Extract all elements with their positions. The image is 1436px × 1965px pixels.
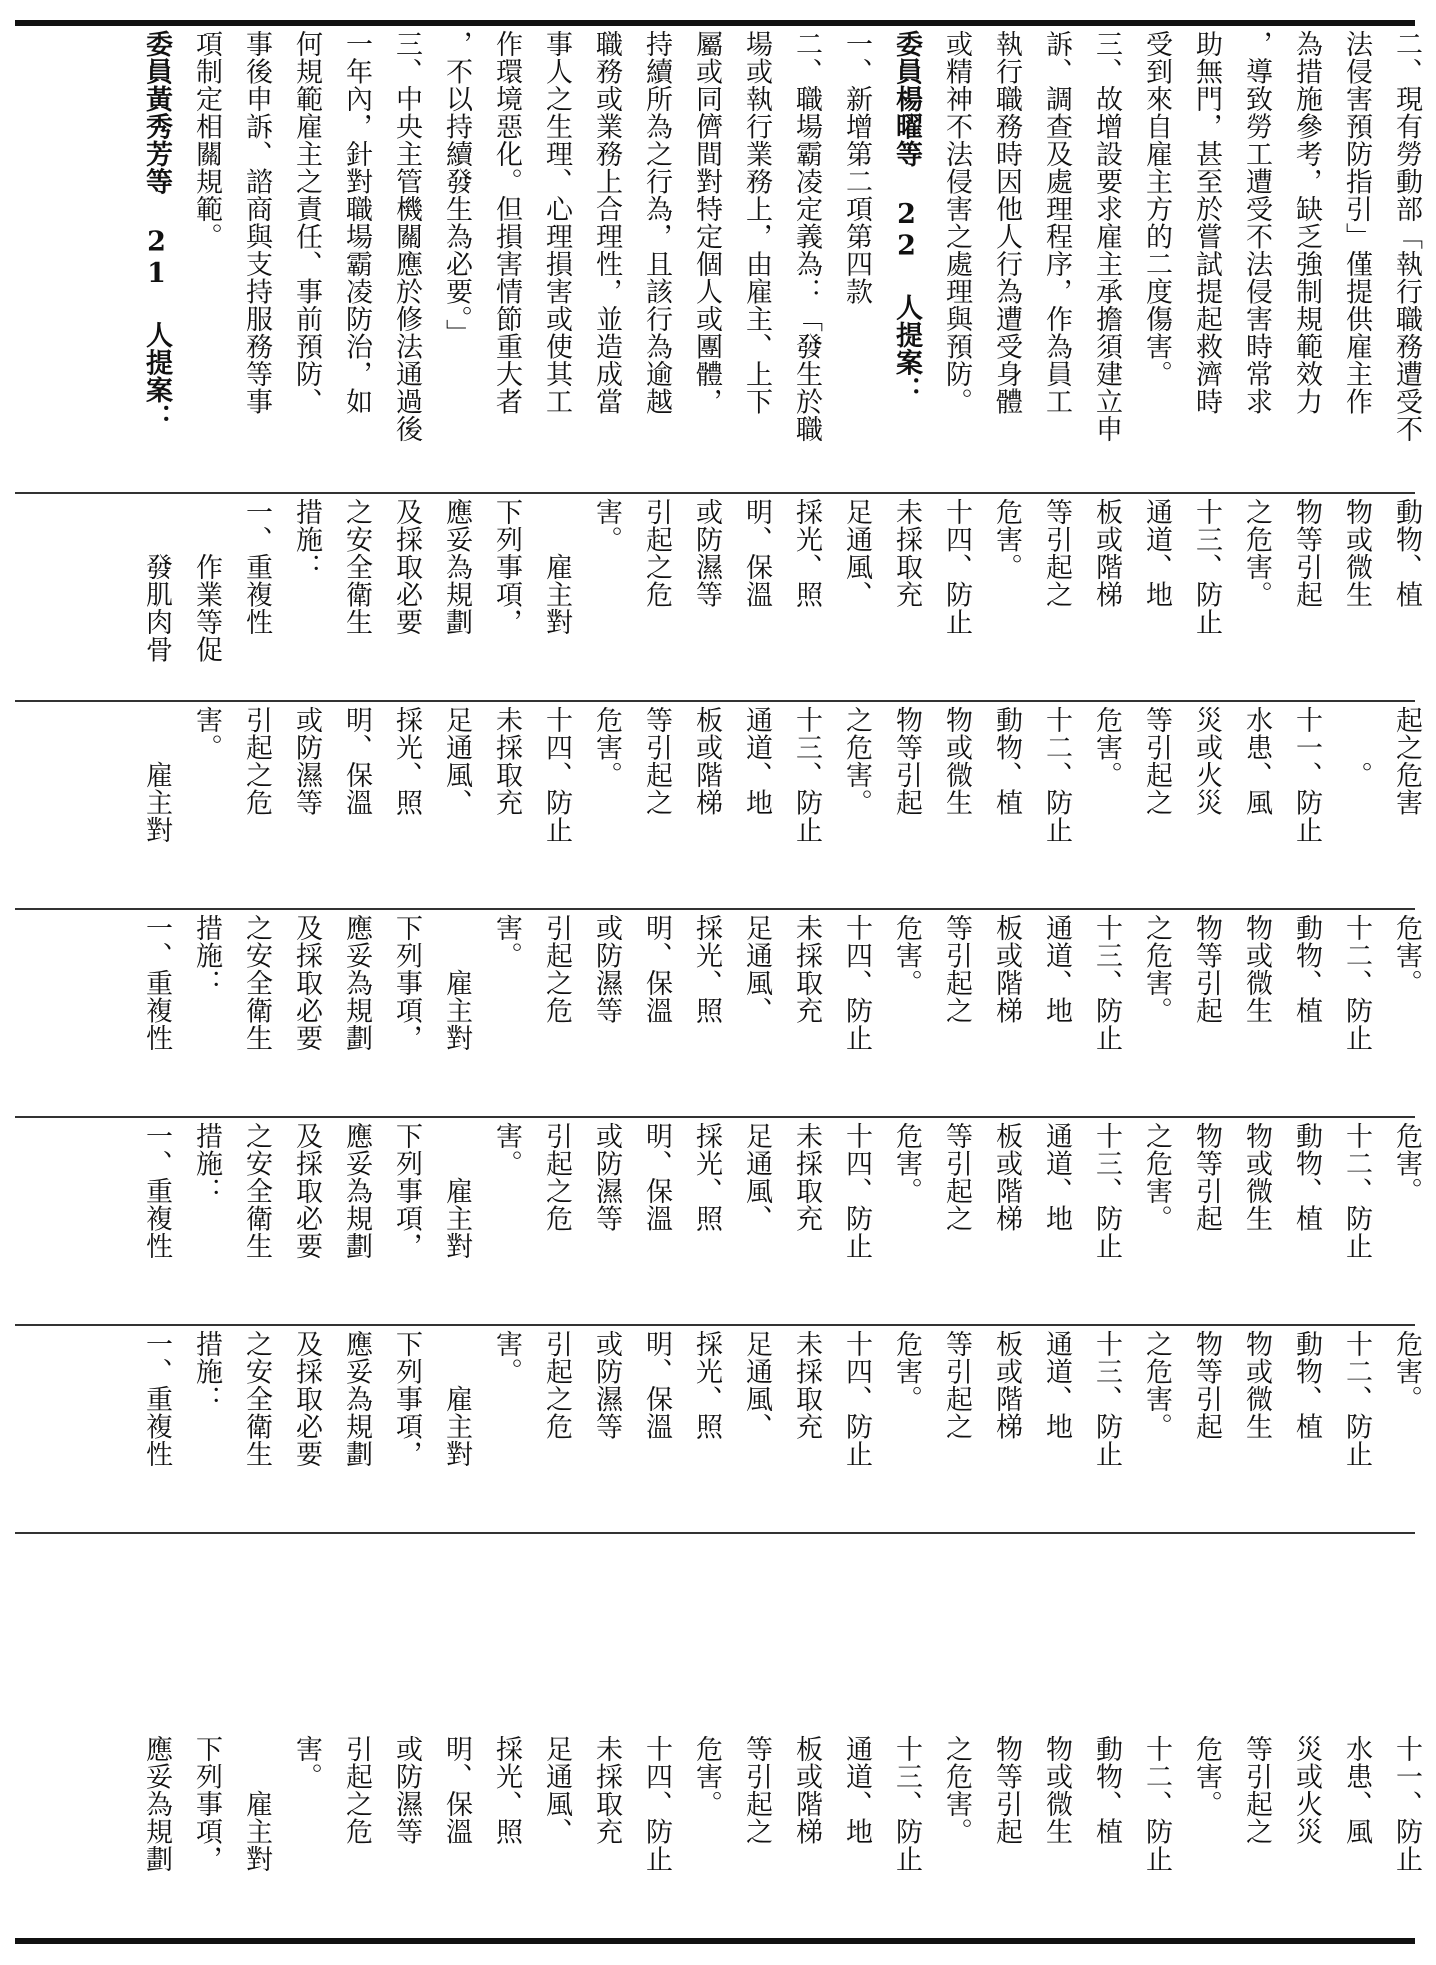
band-columns xyxy=(126,30,1426,490)
text-column: 一、重複性 xyxy=(141,1122,172,1260)
text-column: ，不以持續發生為必要。」 xyxy=(441,30,472,347)
text-column: 之安全衛生 xyxy=(241,914,272,1052)
text-column: 採光、照 xyxy=(791,498,822,608)
text-column: 水患、風 xyxy=(1341,1735,1372,1845)
text-column: 危害。 xyxy=(1391,1330,1422,1413)
text-column: 助無門，甚至於嘗試提起救濟時 xyxy=(1191,30,1222,415)
band-text-2 xyxy=(0,498,1436,698)
text-column: 害。 xyxy=(491,1330,522,1385)
text-column: 訴、調查及處理程序，作為員工 xyxy=(1041,30,1072,415)
text-column: 物或微生 xyxy=(1241,1330,1272,1440)
text-column: 法侵害預防指引」僅提供雇主作 xyxy=(1341,30,1372,415)
band-separator xyxy=(15,492,1415,494)
text-column: 通道、地 xyxy=(841,1735,872,1845)
band-columns xyxy=(126,706,1426,906)
text-column: 受到來自雇主方的二度傷害。 xyxy=(1141,30,1172,388)
text-column: 二、職場霸凌定義為：「發生於職 xyxy=(791,30,822,443)
text-column: 明、保溫 xyxy=(441,1735,472,1845)
text-column: 物等引起 xyxy=(1191,1330,1222,1440)
text-column: 採光、照 xyxy=(691,1122,722,1232)
text-column: 或精神不法侵害之處理與預防。 xyxy=(941,30,972,415)
band-text-3 xyxy=(0,706,1436,906)
proposal-heading: 委員楊曜等 22 人提案： xyxy=(891,30,922,404)
text-column: 明、保溫 xyxy=(341,706,372,816)
text-column: 物等引起 xyxy=(991,1735,1022,1845)
text-column: 十三、防止 xyxy=(1191,498,1222,636)
text-column: 屬或同儕間對特定個人或團體， xyxy=(691,30,722,415)
band-text-5 xyxy=(0,1122,1436,1322)
band-columns xyxy=(126,498,1426,698)
band-proposals xyxy=(0,30,1436,490)
text-column: 物或微生 xyxy=(1341,498,1372,608)
band-separator xyxy=(15,700,1415,702)
text-column: 災或火災 xyxy=(1191,706,1222,816)
text-column: 作環境惡化。但損害情節重大者 xyxy=(491,30,522,415)
text-column: 之安全衛生 xyxy=(241,1330,272,1468)
band-text-8 xyxy=(0,1735,1436,1935)
text-column: 等引起之 xyxy=(1141,706,1172,816)
text-column: 事人之生理、心理損害或使其工 xyxy=(541,30,572,415)
text-column: 一年內，針對職場霸凌防治，如 xyxy=(341,30,372,415)
text-column: 之危害。 xyxy=(1141,1330,1172,1440)
text-column: 危害。 xyxy=(591,706,622,789)
text-column: 明、保溫 xyxy=(641,914,672,1024)
text-column: 一、重複性 xyxy=(241,498,272,636)
text-column: 引起之危 xyxy=(541,1330,572,1440)
text-column: 危害。 xyxy=(991,498,1022,581)
text-column: 下列事項， xyxy=(191,1735,222,1873)
text-column: 採光、照 xyxy=(391,706,422,816)
text-column: 之危害。 xyxy=(1141,1122,1172,1232)
text-column: 引起之危 xyxy=(541,914,572,1024)
text-column: 等引起之 xyxy=(941,1330,972,1440)
text-column: 動物、植 xyxy=(1091,1735,1122,1845)
text-column: 採光、照 xyxy=(491,1735,522,1845)
text-column: 害。 xyxy=(491,914,522,969)
text-column: 水患、風 xyxy=(1241,706,1272,816)
text-column: 十二、防止 xyxy=(1341,1330,1372,1468)
text-column: ，導致勞工遭受不法侵害時常求 xyxy=(1241,30,1272,415)
text-column: 十四、防止 xyxy=(841,914,872,1052)
text-column: 通道、地 xyxy=(1141,498,1172,608)
text-column: 害。 xyxy=(291,1735,322,1790)
text-column: 等引起之 xyxy=(1241,1735,1272,1845)
text-column: 措施： xyxy=(191,1330,222,1413)
text-column: 及採取必要 xyxy=(391,498,422,636)
text-column: 十三、防止 xyxy=(1091,914,1122,1052)
band-columns xyxy=(126,1122,1426,1322)
text-column: 或防濕等 xyxy=(391,1735,422,1845)
text-column: 及採取必要 xyxy=(291,1122,322,1260)
text-column: 危害。 xyxy=(1091,706,1122,789)
band-separator xyxy=(15,1116,1415,1118)
text-column: 應妥為規劃 xyxy=(341,914,372,1052)
text-column: 三、中央主管機關應於修法通過後 xyxy=(391,30,422,443)
text-column: 。 xyxy=(1341,706,1372,789)
text-column: 場或執行業務上，由雇主、上下 xyxy=(741,30,772,415)
text-column: 或防濕等 xyxy=(591,1122,622,1232)
text-column: 明、保溫 xyxy=(641,1330,672,1440)
text-column: 或防濕等 xyxy=(591,1330,622,1440)
text-column: 下列事項， xyxy=(491,498,522,636)
text-column: 足通風、 xyxy=(541,1735,572,1845)
text-column: 十三、防止 xyxy=(891,1735,922,1873)
band-separator xyxy=(15,908,1415,910)
text-column: 雇主對 xyxy=(441,1330,472,1468)
text-column: 發肌肉骨 xyxy=(141,498,172,663)
text-column: 板或階梯 xyxy=(991,914,1022,1024)
text-column: 十二、防止 xyxy=(1141,1735,1172,1873)
text-column: 十四、防止 xyxy=(941,498,972,636)
text-column: 足通風、 xyxy=(741,914,772,1024)
text-column: 下列事項， xyxy=(391,1122,422,1260)
band-columns xyxy=(126,914,1426,1114)
text-column: 未採取充 xyxy=(591,1735,622,1845)
text-column: 危害。 xyxy=(691,1735,722,1818)
text-column: 十二、防止 xyxy=(1341,914,1372,1052)
text-column: 板或階梯 xyxy=(1091,498,1122,608)
text-column: 應妥為規劃 xyxy=(341,1330,372,1468)
text-column: 十二、防止 xyxy=(1341,1122,1372,1260)
text-column: 作業等促 xyxy=(191,498,222,663)
text-column: 事後申訴、諮商與支持服務等事 xyxy=(241,30,272,415)
text-column: 等引起之 xyxy=(1041,498,1072,608)
text-column: 通道、地 xyxy=(1041,914,1072,1024)
text-column: 十三、防止 xyxy=(791,706,822,844)
text-column: 十四、防止 xyxy=(541,706,572,844)
text-column: 或防濕等 xyxy=(591,914,622,1024)
text-column: 板或階梯 xyxy=(691,706,722,816)
text-column: 之危害。 xyxy=(1241,498,1272,608)
text-column: 二、現有勞動部「執行職務遭受不 xyxy=(1391,30,1422,443)
text-column: 動物、植 xyxy=(1291,1122,1322,1232)
text-column: 或防濕等 xyxy=(691,498,722,608)
text-column: 之安全衛生 xyxy=(341,498,372,636)
band-columns xyxy=(126,1735,1426,1935)
text-column: 物等引起 xyxy=(1291,498,1322,608)
text-column: 動物、植 xyxy=(991,706,1022,816)
text-column: 雇主對 xyxy=(441,1122,472,1260)
text-column: 明、保溫 xyxy=(641,1122,672,1232)
band-empty xyxy=(0,1538,1436,1730)
text-column: 害。 xyxy=(591,498,622,553)
text-column: 災或火災 xyxy=(1291,1735,1322,1845)
text-column: 應妥為規劃 xyxy=(441,498,472,636)
text-column: 三、故增設要求雇主承擔須建立申 xyxy=(1091,30,1122,443)
text-column: 足通風、 xyxy=(441,706,472,816)
text-column: 物或微生 xyxy=(1041,1735,1072,1845)
text-column: 之危害。 xyxy=(941,1735,972,1845)
text-column: 未採取充 xyxy=(891,498,922,608)
text-column: 之危害。 xyxy=(1141,914,1172,1024)
text-column: 危害。 xyxy=(891,1122,922,1205)
text-column: 未採取充 xyxy=(491,706,522,816)
text-column: 板或階梯 xyxy=(791,1735,822,1845)
text-column: 一、新增第二項第四款 xyxy=(841,30,872,305)
text-column: 足通風、 xyxy=(741,1330,772,1440)
text-column: 雇主對 xyxy=(241,1735,272,1873)
top-border-rule xyxy=(15,20,1415,26)
text-column: 等引起之 xyxy=(641,706,672,816)
text-column: 措施： xyxy=(291,498,322,581)
text-column: 引起之危 xyxy=(341,1735,372,1845)
text-column: 職務或業務上合理性，並造成當 xyxy=(591,30,622,415)
text-column: 物等引起 xyxy=(891,706,922,816)
text-column: 十三、防止 xyxy=(1091,1330,1122,1468)
text-column: 等引起之 xyxy=(941,1122,972,1232)
text-column: 之危害。 xyxy=(841,706,872,816)
text-column: 下列事項， xyxy=(391,1330,422,1468)
text-column: 雇主對 xyxy=(541,498,572,636)
text-column: 危害。 xyxy=(1391,1122,1422,1205)
text-column: 等引起之 xyxy=(741,1735,772,1845)
band-columns xyxy=(126,1330,1426,1530)
band-text-6 xyxy=(0,1330,1436,1530)
text-column: 明、保溫 xyxy=(741,498,772,608)
text-column: 十四、防止 xyxy=(641,1735,672,1873)
text-column: 十一、防止 xyxy=(1391,1735,1422,1873)
text-column: 及採取必要 xyxy=(291,914,322,1052)
text-column: 下列事項， xyxy=(391,914,422,1052)
text-column: 未採取充 xyxy=(791,1330,822,1440)
text-column: 物或微生 xyxy=(1241,1122,1272,1232)
text-column: 一、重複性 xyxy=(141,1330,172,1468)
text-column: 物或微生 xyxy=(1241,914,1272,1024)
text-column: 危害。 xyxy=(1191,1735,1222,1818)
band-separator xyxy=(15,1532,1415,1534)
text-column: 危害。 xyxy=(1391,914,1422,997)
text-column: 項制定相關規範。 xyxy=(191,30,222,250)
text-column: 雇主對 xyxy=(441,914,472,1052)
text-column: 應妥為規劃 xyxy=(341,1122,372,1260)
text-column: 通道、地 xyxy=(1041,1330,1072,1440)
text-column: 動物、植 xyxy=(1291,1330,1322,1440)
text-column: 引起之危 xyxy=(541,1122,572,1232)
text-column: 動物、植 xyxy=(1391,498,1422,608)
text-column: 足通風、 xyxy=(841,498,872,608)
text-column: 起之危害 xyxy=(1391,706,1422,816)
text-column: 應妥為規劃 xyxy=(141,1735,172,1873)
text-column: 通道、地 xyxy=(741,706,772,816)
text-column: 足通風、 xyxy=(741,1122,772,1232)
text-column: 何規範雇主之責任、事前預防、 xyxy=(291,30,322,415)
proposal-heading: 委員黃秀芳等 21 人提案： xyxy=(141,30,172,431)
text-column: 十三、防止 xyxy=(1091,1122,1122,1260)
text-column: 為措施參考，缺乏強制規範效力 xyxy=(1291,30,1322,415)
text-column: 十一、防止 xyxy=(1291,706,1322,844)
text-column: 及採取必要 xyxy=(291,1330,322,1468)
band-text-4 xyxy=(0,914,1436,1114)
text-column: 害。 xyxy=(491,1122,522,1177)
text-column: 引起之危 xyxy=(241,706,272,816)
text-column: 措施： xyxy=(191,1122,222,1205)
text-column: 採光、照 xyxy=(691,914,722,1024)
text-column: 之安全衛生 xyxy=(241,1122,272,1260)
text-column: 未採取充 xyxy=(791,914,822,1024)
text-column: 危害。 xyxy=(891,914,922,997)
text-column: 物等引起 xyxy=(1191,1122,1222,1232)
text-column: 通道、地 xyxy=(1041,1122,1072,1232)
text-column: 物或微生 xyxy=(941,706,972,816)
text-column: 物等引起 xyxy=(1191,914,1222,1024)
text-column: 一、重複性 xyxy=(141,914,172,1052)
text-column: 執行職務時因他人行為遭受身體 xyxy=(991,30,1022,415)
text-column: 持續所為之行為，且該行為逾越 xyxy=(641,30,672,415)
text-column: 動物、植 xyxy=(1291,914,1322,1024)
text-column: 害。 xyxy=(191,706,222,761)
text-column: 十四、防止 xyxy=(841,1330,872,1468)
text-column: 十四、防止 xyxy=(841,1122,872,1260)
text-column: 等引起之 xyxy=(941,914,972,1024)
text-column: 未採取充 xyxy=(791,1122,822,1232)
text-column: 板或階梯 xyxy=(991,1330,1022,1440)
text-column: 採光、照 xyxy=(691,1330,722,1440)
text-column: 引起之危 xyxy=(641,498,672,608)
text-column: 十二、防止 xyxy=(1041,706,1072,844)
text-column: 危害。 xyxy=(891,1330,922,1413)
text-column: 措施： xyxy=(191,914,222,997)
band-separator xyxy=(15,1324,1415,1326)
text-column: 雇主對 xyxy=(141,706,172,844)
text-column: 板或階梯 xyxy=(991,1122,1022,1232)
text-column: 或防濕等 xyxy=(291,706,322,816)
bottom-border-rule xyxy=(15,1938,1415,1944)
